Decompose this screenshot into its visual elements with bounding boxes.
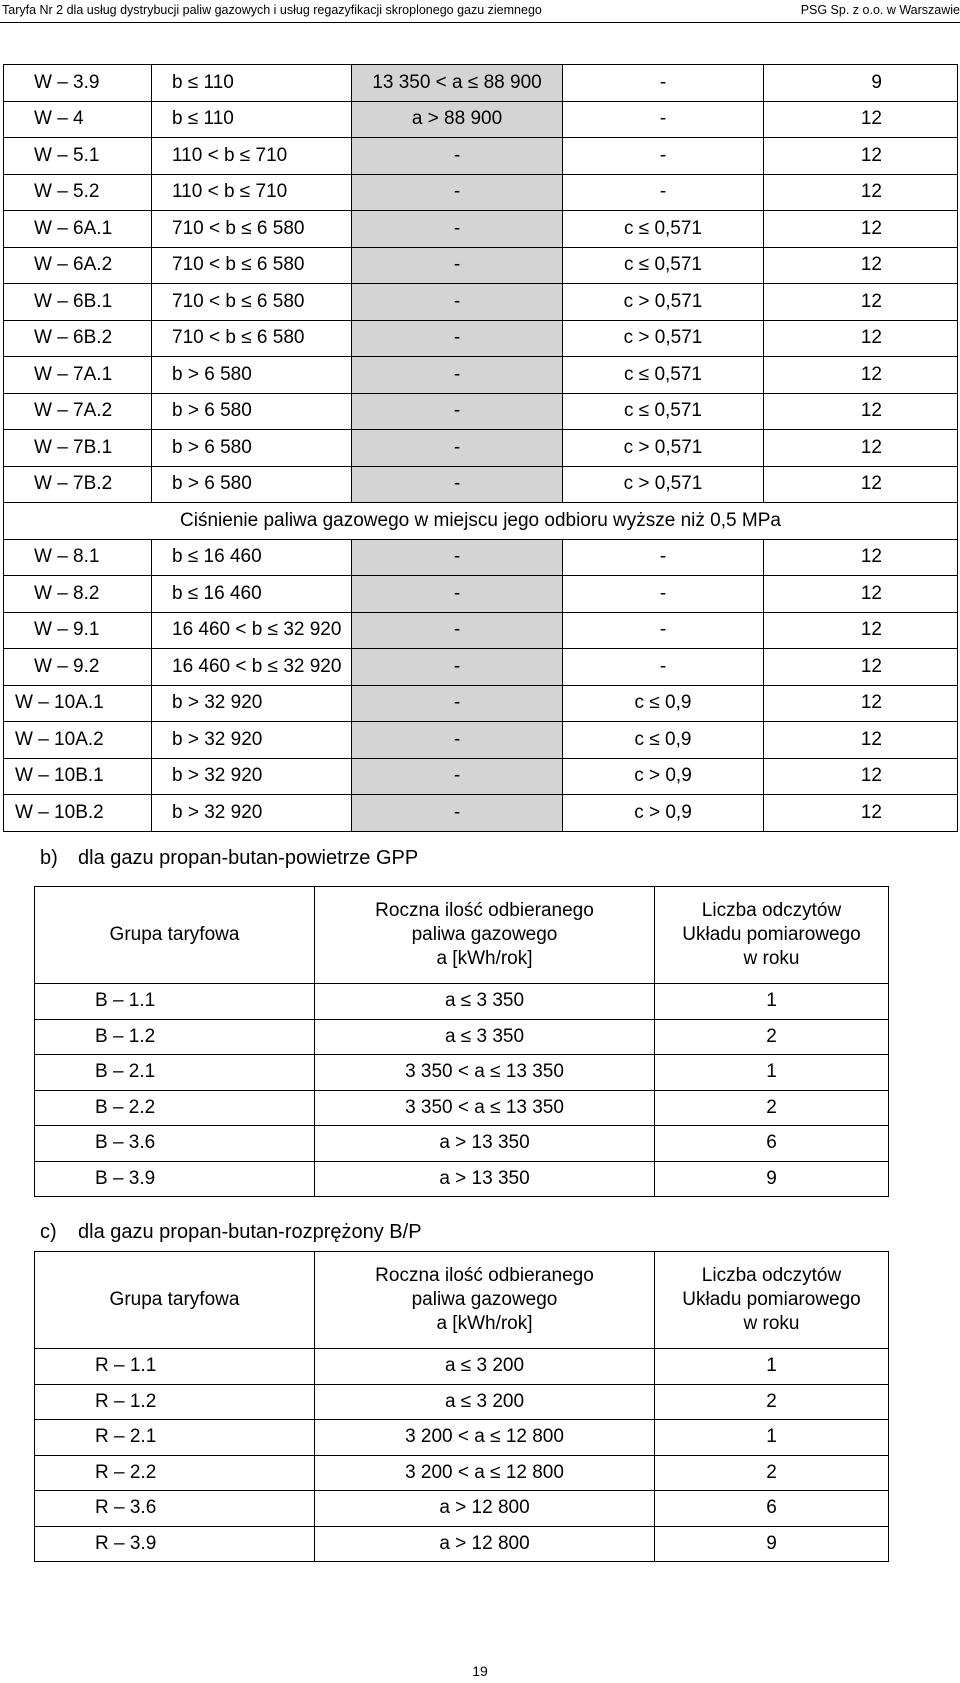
table-row (4, 758, 958, 795)
range-c-cell: - (563, 138, 764, 175)
range-a-cell: - (352, 393, 563, 430)
tariff-group-cell: W – 9.1 (4, 612, 152, 649)
header-amount-line: Roczna ilość odbieranego (375, 1265, 594, 1286)
table-row (4, 138, 958, 175)
table-row (35, 1526, 889, 1562)
readings-cell: 2 (655, 1455, 889, 1491)
range-b-cell: b > 32 920 (152, 795, 352, 832)
range-a-cell: - (352, 247, 563, 284)
header-readings-line: w roku (743, 1313, 800, 1334)
range-a-cell: a > 88 900 (352, 101, 563, 138)
table-row (4, 101, 958, 138)
range-a-cell: 3 200 < a ≤ 12 800 (315, 1420, 655, 1456)
header-document-title: Taryfa Nr 2 dla usług dystrybucji paliw gazowych i usług regazyfikacji skroplonego gazu ziemnego (2, 3, 542, 17)
range-a-cell: - (352, 430, 563, 467)
header-readings-line: Układu pomiarowego (682, 1289, 861, 1310)
range-c-cell: - (563, 539, 764, 576)
readings-cell: 12 (764, 320, 958, 357)
range-b-cell: b ≤ 16 460 (152, 576, 352, 613)
range-a-cell: 3 350 < a ≤ 13 350 (315, 1055, 655, 1091)
tariff-group-cell: B – 2.1 (35, 1055, 315, 1091)
range-c-cell: - (563, 576, 764, 613)
range-b-cell: b > 32 920 (152, 758, 352, 795)
tariff-group-cell: W – 9.2 (4, 649, 152, 686)
range-a-cell: - (352, 320, 563, 357)
table-row (35, 1161, 889, 1197)
section-c-heading (40, 1220, 422, 1244)
range-a-cell: - (352, 795, 563, 832)
table-row (4, 174, 958, 211)
header-readings-line: w roku (743, 948, 800, 969)
tariff-group-cell: R – 1.2 (35, 1384, 315, 1420)
section-c-mark: c) (40, 1221, 57, 1243)
header-readings-line: Liczba odczytów (701, 1265, 842, 1286)
range-c-cell: c ≤ 0,9 (563, 685, 764, 722)
table-row (35, 1420, 889, 1456)
table-header-row (35, 887, 889, 984)
tariff-group-cell: W – 3.9 (4, 65, 152, 102)
range-a-cell: a > 12 800 (315, 1526, 655, 1562)
tariff-group-cell: W – 7A.1 (4, 357, 152, 394)
tariff-group-cell: W – 8.2 (4, 576, 152, 613)
readings-cell: 12 (764, 357, 958, 394)
pressure-section-title: Ciśnienie paliwa gazowego w miejscu jego odbioru wyższe niż 0,5 MPa (4, 503, 958, 540)
range-c-cell: c ≤ 0,571 (563, 393, 764, 430)
range-a-cell: - (352, 612, 563, 649)
range-c-cell: c > 0,571 (563, 466, 764, 503)
readings-cell: 2 (655, 1090, 889, 1126)
tariff-table-b (34, 886, 889, 1197)
readings-cell: 12 (764, 722, 958, 759)
range-a-cell: 3 200 < a ≤ 12 800 (315, 1455, 655, 1491)
tariff-group-cell: W – 7B.2 (4, 466, 152, 503)
section-row (4, 503, 958, 540)
range-a-cell: 3 350 < a ≤ 13 350 (315, 1090, 655, 1126)
range-a-cell: a ≤ 3 200 (315, 1349, 655, 1385)
readings-cell: 12 (764, 138, 958, 175)
table-row (35, 1384, 889, 1420)
range-a-cell: a ≤ 3 200 (315, 1384, 655, 1420)
table-row (4, 466, 958, 503)
header-group: Grupa taryfowa (35, 887, 315, 984)
readings-cell: 12 (764, 101, 958, 138)
readings-cell: 12 (764, 430, 958, 467)
readings-cell: 12 (764, 466, 958, 503)
range-b-cell: 710 < b ≤ 6 580 (152, 284, 352, 321)
tariff-group-cell: W – 7A.2 (4, 393, 152, 430)
header-readings (655, 887, 889, 984)
tariff-group-cell: R – 3.6 (35, 1491, 315, 1527)
header-amount-line: paliwa gazowego (411, 1289, 558, 1310)
range-c-cell: c > 0,571 (563, 284, 764, 321)
tariff-group-cell: W – 5.1 (4, 138, 152, 175)
range-b-cell: b ≤ 16 460 (152, 539, 352, 576)
table-row (4, 247, 958, 284)
tariff-group-cell: W – 6A.2 (4, 247, 152, 284)
tariff-group-cell: W – 4 (4, 101, 152, 138)
range-c-cell: c ≤ 0,9 (563, 722, 764, 759)
table-row (35, 1055, 889, 1091)
tariff-group-cell: B – 2.2 (35, 1090, 315, 1126)
tariff-group-cell: W – 6A.1 (4, 211, 152, 248)
table-row (35, 1090, 889, 1126)
range-a-cell: - (352, 174, 563, 211)
readings-cell: 12 (764, 174, 958, 211)
tariff-group-cell: B – 3.6 (35, 1126, 315, 1162)
table-row (4, 612, 958, 649)
header-divider (0, 22, 960, 23)
table-row (35, 1349, 889, 1385)
tariff-group-cell: W – 7B.1 (4, 430, 152, 467)
range-a-cell: - (352, 539, 563, 576)
range-b-cell: 710 < b ≤ 6 580 (152, 247, 352, 284)
range-c-cell: c > 0,9 (563, 795, 764, 832)
range-b-cell: b > 32 920 (152, 685, 352, 722)
readings-cell: 12 (764, 649, 958, 686)
readings-cell: 12 (764, 211, 958, 248)
tariff-group-cell: W – 10A.1 (4, 685, 152, 722)
readings-cell: 6 (655, 1126, 889, 1162)
range-a-cell: a ≤ 3 350 (315, 1019, 655, 1055)
range-b-cell: 110 < b ≤ 710 (152, 138, 352, 175)
range-a-cell: - (352, 138, 563, 175)
range-b-cell: b > 6 580 (152, 466, 352, 503)
range-c-cell: - (563, 612, 764, 649)
table-row (4, 685, 958, 722)
readings-cell: 12 (764, 795, 958, 832)
range-a-cell: - (352, 357, 563, 394)
tariff-group-cell: B – 1.1 (35, 984, 315, 1020)
readings-cell: 12 (764, 539, 958, 576)
range-b-cell: 110 < b ≤ 710 (152, 174, 352, 211)
readings-cell: 6 (655, 1491, 889, 1527)
table-row (4, 649, 958, 686)
page-header (0, 0, 960, 20)
readings-cell: 9 (655, 1161, 889, 1197)
tariff-group-cell: R – 2.1 (35, 1420, 315, 1456)
table-row (35, 1019, 889, 1055)
table-row (4, 320, 958, 357)
tariff-group-cell: B – 3.9 (35, 1161, 315, 1197)
range-a-cell: - (352, 649, 563, 686)
range-a-cell: 13 350 < a ≤ 88 900 (352, 65, 563, 102)
header-amount (315, 887, 655, 984)
range-b-cell: b ≤ 110 (152, 65, 352, 102)
readings-cell: 2 (655, 1384, 889, 1420)
header-readings-line: Liczba odczytów (701, 900, 842, 921)
range-c-cell: - (563, 174, 764, 211)
range-a-cell: - (352, 758, 563, 795)
range-b-cell: b > 6 580 (152, 393, 352, 430)
header-amount (315, 1252, 655, 1349)
section-c-title: dla gazu propan-butan-rozprężony B/P (78, 1221, 422, 1243)
tariff-table-w-body (4, 65, 958, 832)
range-b-cell: 710 < b ≤ 6 580 (152, 211, 352, 248)
tariff-group-cell: R – 2.2 (35, 1455, 315, 1491)
range-b-cell: b > 32 920 (152, 722, 352, 759)
range-b-cell: b ≤ 110 (152, 101, 352, 138)
readings-cell: 12 (764, 393, 958, 430)
header-amount-line: paliwa gazowego (411, 924, 558, 945)
range-a-cell: - (352, 685, 563, 722)
range-a-cell: - (352, 284, 563, 321)
tariff-table-r-body (35, 1252, 889, 1562)
tariff-group-cell: W – 6B.2 (4, 320, 152, 357)
readings-cell: 12 (764, 284, 958, 321)
readings-cell: 12 (764, 685, 958, 722)
header-company-name: PSG Sp. z o.o. w Warszawie (800, 3, 960, 17)
tariff-group-cell: W – 10B.2 (4, 795, 152, 832)
header-amount-line: a [kWh/rok] (436, 1313, 533, 1334)
table-header-row (35, 1252, 889, 1349)
readings-cell: 1 (655, 1349, 889, 1385)
range-a-cell: a > 13 350 (315, 1161, 655, 1197)
range-c-cell: c ≤ 0,571 (563, 211, 764, 248)
section-b-title: dla gazu propan-butan-powietrze GPP (78, 847, 419, 869)
range-c-cell: c ≤ 0,571 (563, 247, 764, 284)
range-b-cell: 16 460 < b ≤ 32 920 (152, 649, 352, 686)
readings-cell: 12 (764, 612, 958, 649)
header-amount-line: Roczna ilość odbieranego (375, 900, 594, 921)
range-c-cell: c ≤ 0,571 (563, 357, 764, 394)
table-row (4, 211, 958, 248)
readings-cell: 12 (764, 247, 958, 284)
table-row (4, 430, 958, 467)
range-a-cell: a ≤ 3 350 (315, 984, 655, 1020)
table-row (35, 1126, 889, 1162)
tariff-group-cell: W – 5.2 (4, 174, 152, 211)
range-c-cell: - (563, 101, 764, 138)
range-a-cell: a > 12 800 (315, 1491, 655, 1527)
table-row (35, 1455, 889, 1491)
header-readings-line: Układu pomiarowego (682, 924, 861, 945)
header-group: Grupa taryfowa (35, 1252, 315, 1349)
range-c-cell: c > 0,571 (563, 430, 764, 467)
tariff-group-cell: W – 6B.1 (4, 284, 152, 321)
readings-cell: 1 (655, 1420, 889, 1456)
range-c-cell: - (563, 649, 764, 686)
table-row (4, 539, 958, 576)
tariff-group-cell: B – 1.2 (35, 1019, 315, 1055)
tariff-group-cell: W – 10A.2 (4, 722, 152, 759)
tariff-group-cell: R – 1.1 (35, 1349, 315, 1385)
range-b-cell: b > 6 580 (152, 430, 352, 467)
tariff-group-cell: W – 10B.1 (4, 758, 152, 795)
range-a-cell: - (352, 722, 563, 759)
readings-cell: 1 (655, 1055, 889, 1091)
header-readings (655, 1252, 889, 1349)
readings-cell: 2 (655, 1019, 889, 1055)
readings-cell: 9 (655, 1526, 889, 1562)
range-b-cell: 710 < b ≤ 6 580 (152, 320, 352, 357)
readings-cell: 9 (764, 65, 958, 102)
header-amount-line: a [kWh/rok] (436, 948, 533, 969)
readings-cell: 1 (655, 984, 889, 1020)
readings-cell: 12 (764, 758, 958, 795)
table-row (4, 795, 958, 832)
range-c-cell: c > 0,571 (563, 320, 764, 357)
table-row (4, 357, 958, 394)
tariff-table-w (3, 64, 958, 832)
range-a-cell: a > 13 350 (315, 1126, 655, 1162)
range-c-cell: c > 0,9 (563, 758, 764, 795)
range-c-cell: - (563, 65, 764, 102)
range-a-cell: - (352, 576, 563, 613)
table-row (4, 65, 958, 102)
table-row (4, 393, 958, 430)
range-a-cell: - (352, 466, 563, 503)
table-row (35, 984, 889, 1020)
range-b-cell: b > 6 580 (152, 357, 352, 394)
table-row (35, 1491, 889, 1527)
page-number: 19 (472, 1663, 488, 1679)
range-a-cell: - (352, 211, 563, 248)
section-b-heading (40, 846, 418, 870)
readings-cell: 12 (764, 576, 958, 613)
table-row (4, 722, 958, 759)
tariff-group-cell: R – 3.9 (35, 1526, 315, 1562)
tariff-group-cell: W – 8.1 (4, 539, 152, 576)
table-row (4, 576, 958, 613)
tariff-table-r (34, 1251, 889, 1562)
section-b-mark: b) (40, 847, 58, 869)
table-row (4, 284, 958, 321)
range-b-cell: 16 460 < b ≤ 32 920 (152, 612, 352, 649)
tariff-table-b-body (35, 887, 889, 1197)
